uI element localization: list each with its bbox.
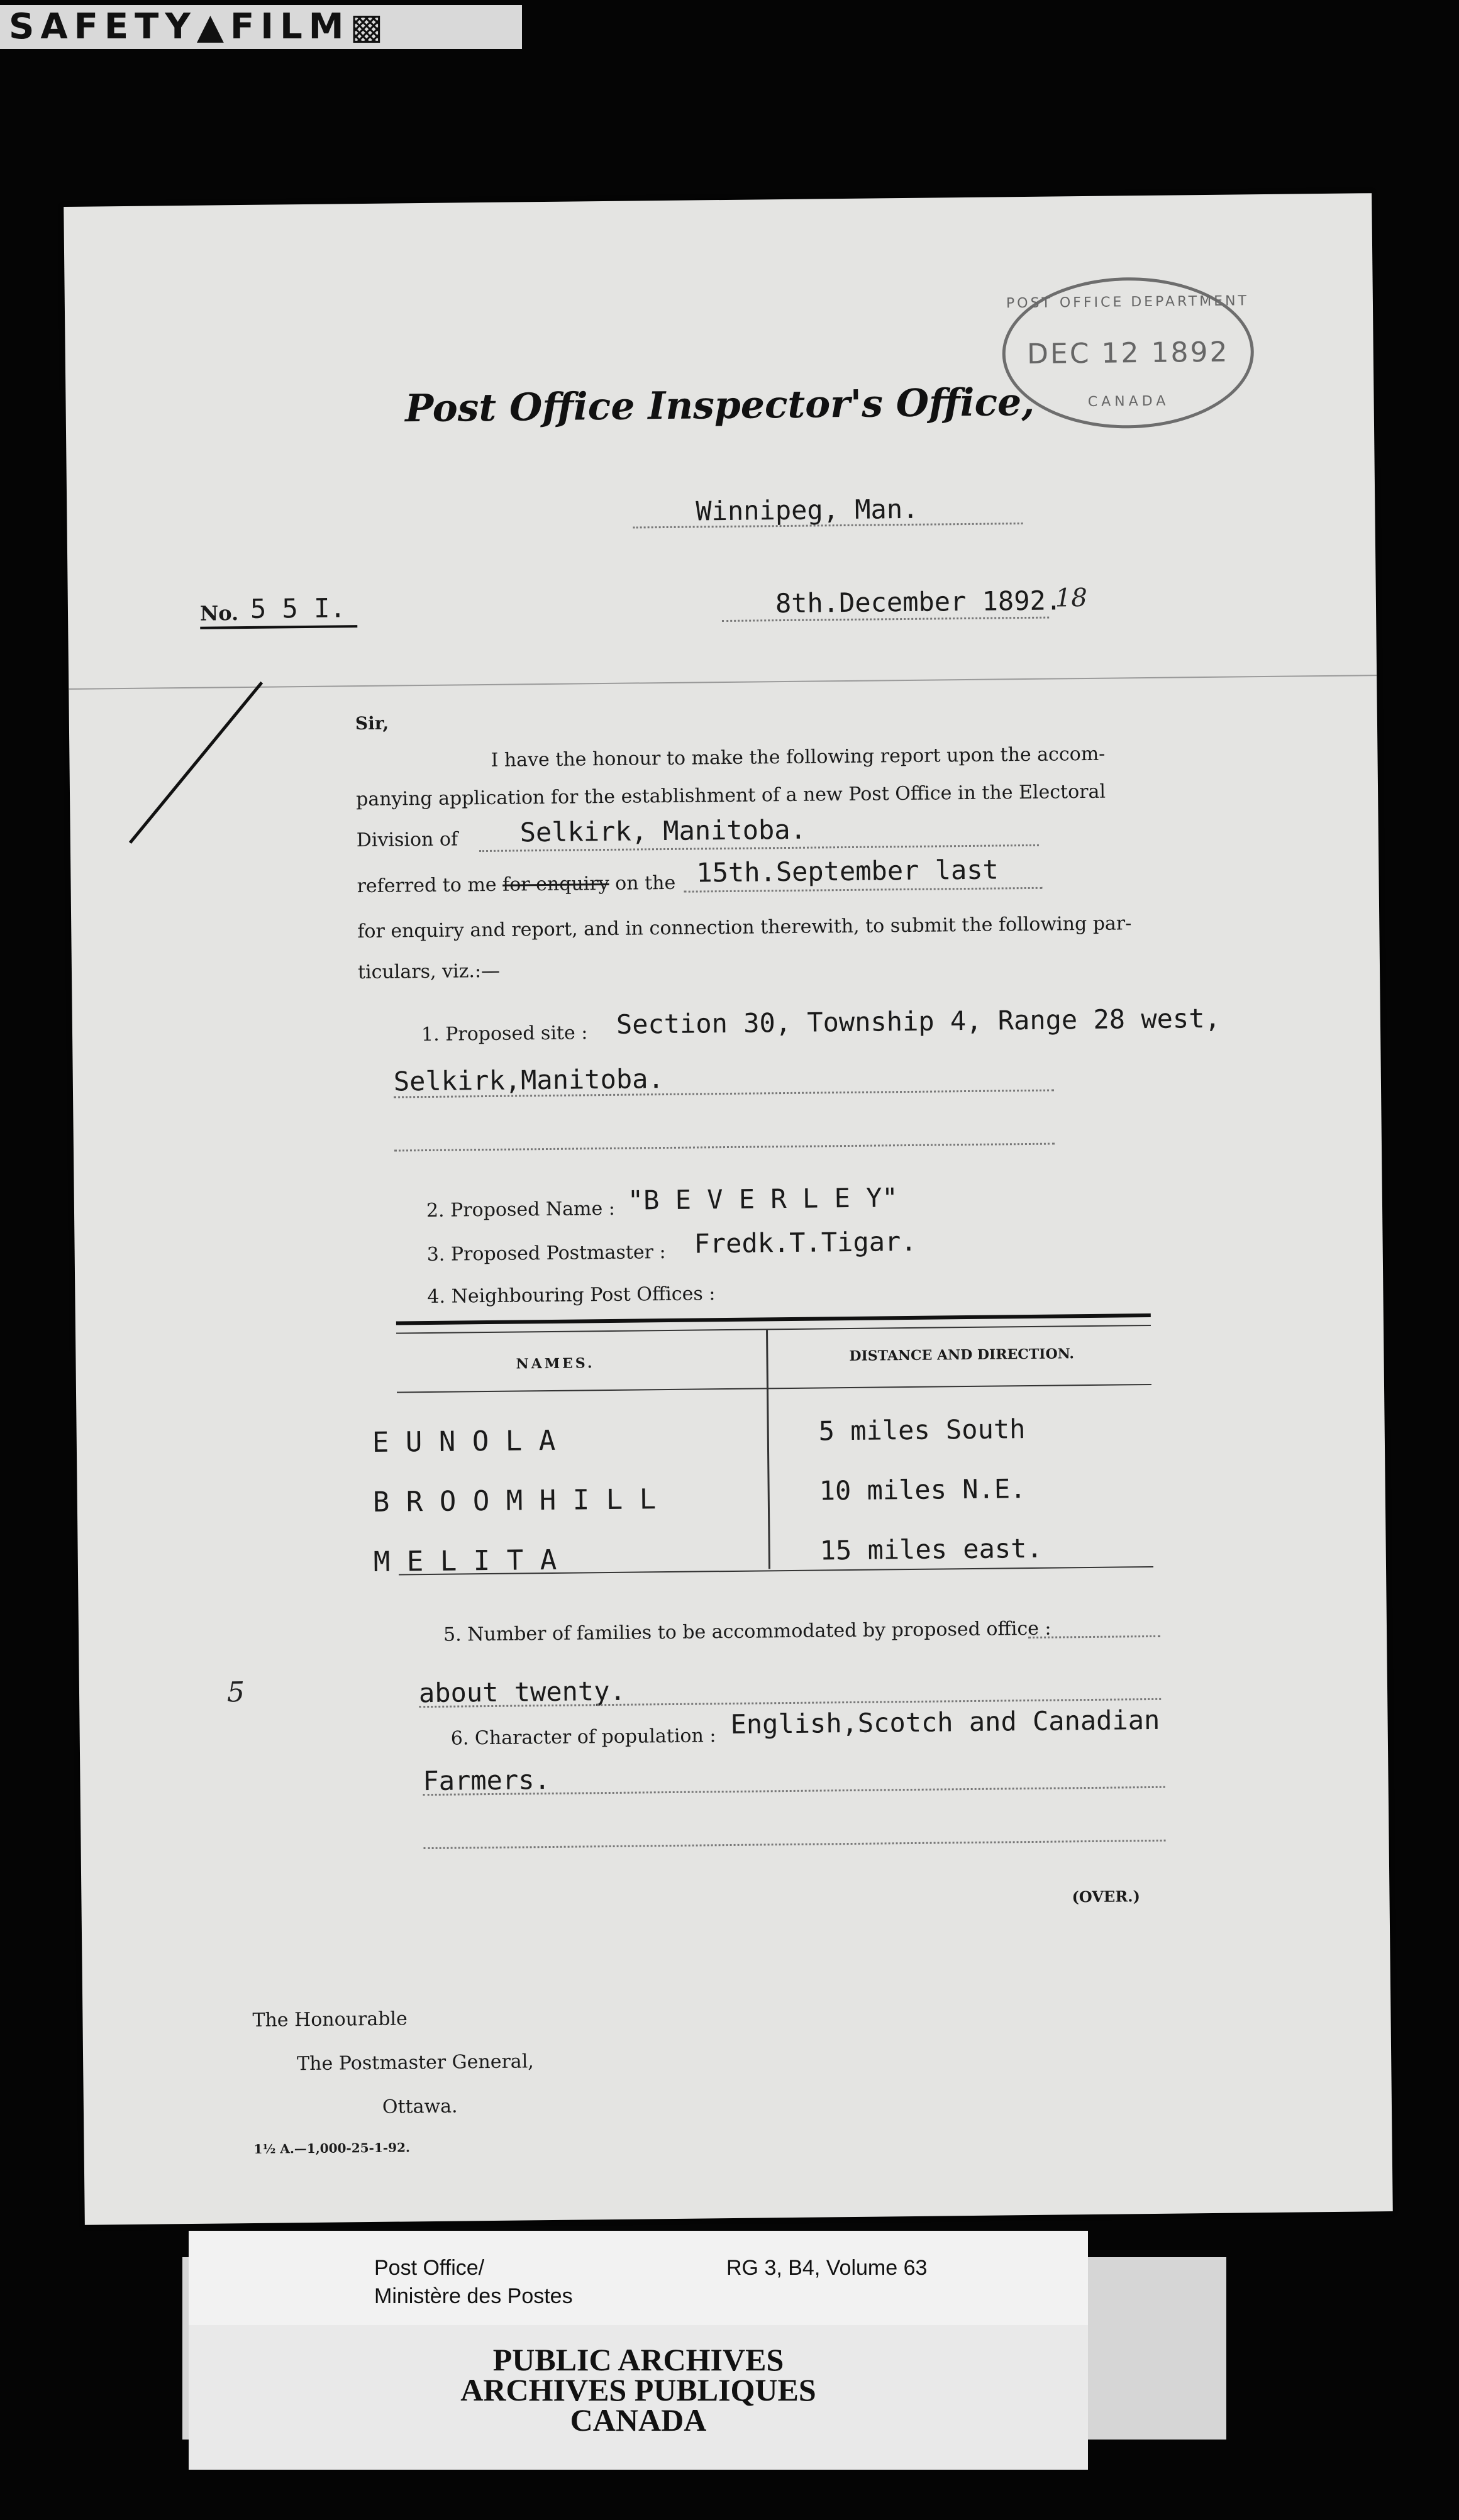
over-note: (OVER.)	[1072, 1887, 1141, 1906]
address-line-2: The Postmaster General,	[297, 2050, 535, 2075]
received-stamp	[1002, 276, 1255, 429]
table-row-name-3: M E L I T A	[373, 1544, 557, 1578]
referred-label	[357, 872, 675, 897]
archive-line-2: ARCHIVES PUBLIQUES	[460, 2372, 816, 2407]
date-year-prefix: 18	[1055, 583, 1087, 613]
families-value: about twenty.	[418, 1675, 626, 1709]
safety-film-label: SAFETY▲FILM▩	[0, 5, 522, 49]
col-distance-header: DISTANCE AND DIRECTION.	[849, 1346, 1075, 1364]
division-label: Division of	[356, 828, 458, 852]
pen-stroke	[129, 682, 263, 844]
address-line-3: Ottawa.	[382, 2095, 458, 2118]
population-value-1: English,Scotch and Canadian	[730, 1704, 1160, 1740]
body-line-3: for enquiry and report, and in connection therewith, to submit the following par-	[357, 912, 1132, 943]
archive-line-3: CANADA	[570, 2402, 707, 2438]
number-underline	[200, 625, 357, 629]
referred-line	[684, 887, 1043, 893]
population-value-2: Farmers.	[423, 1764, 551, 1797]
referred-date: 15th.September last	[696, 854, 999, 888]
site-value-1: Section 30, Township 4, Range 28 west,	[616, 1002, 1221, 1040]
population-label: 6. Character of population :	[450, 1725, 716, 1750]
table-header-rule	[397, 1384, 1151, 1393]
site-line-2	[394, 1143, 1055, 1152]
families-label: 5. Number of families to be accommodated by proposed office :	[443, 1617, 1051, 1646]
stamp-bottom-text: CANADA	[1087, 393, 1170, 410]
body-line-2: panying application for the establishment of a new Post Office in the Electoral	[355, 780, 1106, 811]
fold-line	[69, 675, 1377, 690]
struck-for-enquiry: for enquiry	[502, 872, 609, 896]
table-row-distance-1: 5 miles South	[818, 1413, 1026, 1447]
name-value: "B E V E R L E Y"	[627, 1182, 898, 1216]
stamp-top-text: POST OFFICE DEPARTMENT	[1006, 293, 1250, 312]
archive-dept-2: Ministère des Postes	[374, 2284, 573, 2308]
table-row-name-2: B R O O M H I L L	[372, 1483, 657, 1518]
address-line-1: The Honourable	[252, 2008, 408, 2031]
neighbouring-label: 4. Neighbouring Post Offices :	[427, 1283, 716, 1308]
archive-dept-1: Post Office/	[374, 2256, 485, 2280]
table-row-name-1: E U N O L A	[372, 1424, 556, 1459]
archive-reference: RG 3, B4, Volume 63	[726, 2256, 928, 2280]
document-date: 8th.December 1892.	[775, 585, 1062, 619]
postmaster-value: Fredk.T.Tigar.	[694, 1225, 917, 1259]
col-names-header: NAMES.	[516, 1355, 595, 1373]
table-row-distance-2: 10 miles N.E.	[819, 1473, 1026, 1506]
place: Winnipeg, Man.	[696, 493, 919, 527]
letterhead-title: Post Office Inspector's Office,	[404, 380, 1035, 431]
postmaster-label: 3. Proposed Postmaster :	[426, 1241, 666, 1266]
archive-line-1: PUBLIC ARCHIVES	[492, 2342, 784, 2377]
table-top-rule-2	[396, 1325, 1151, 1334]
document-sheet	[64, 193, 1393, 2225]
referred-to-me: referred to me	[357, 873, 497, 898]
number-value: 5 5 I.	[250, 592, 346, 624]
stamp-date: DEC 12 1892	[1026, 336, 1229, 370]
print-code: 1½ A.—1,000-25-1-92.	[253, 2140, 411, 2157]
body-line-1: I have the honour to make the following report upon the accom-	[491, 743, 1106, 771]
site-value-2: Selkirk,Manitoba.	[393, 1063, 664, 1097]
table-divider	[766, 1330, 770, 1569]
division-value: Selkirk, Manitoba.	[519, 814, 807, 848]
site-label: 1. Proposed site :	[421, 1022, 588, 1046]
archive-label-box	[189, 2231, 1088, 2325]
margin-note: 5	[226, 1676, 245, 1709]
referred-on-the: on the	[614, 871, 676, 895]
population-line-2	[424, 1840, 1166, 1849]
body-line-4: ticulars, viz.:—	[357, 959, 501, 984]
name-label: 2. Proposed Name :	[426, 1197, 616, 1222]
salutation: Sir,	[355, 712, 389, 734]
table-row-distance-3: 15 miles east.	[819, 1532, 1043, 1566]
archive-card	[189, 2231, 1088, 2470]
table-top-rule	[396, 1313, 1151, 1325]
number-prefix: No.	[199, 601, 239, 626]
